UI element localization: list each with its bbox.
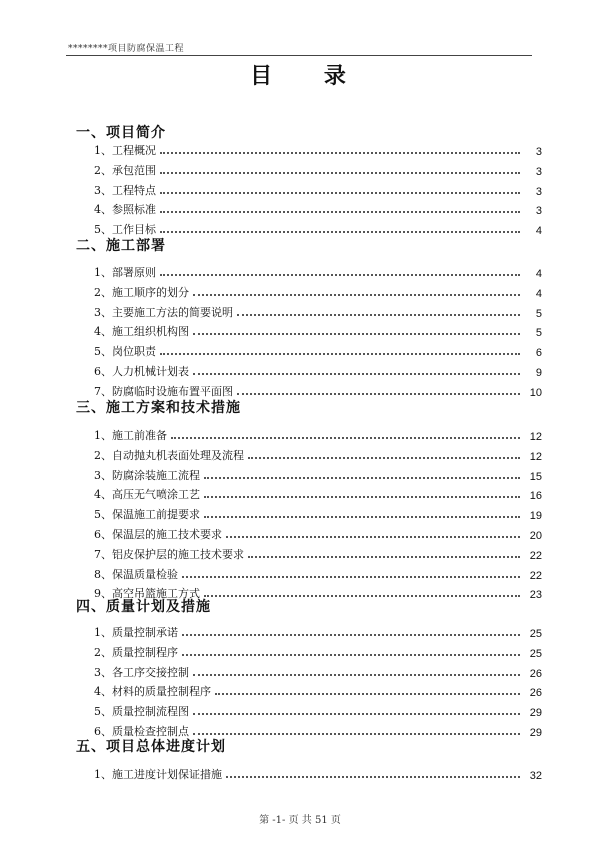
dot-leader — [215, 693, 520, 695]
dot-leader — [182, 634, 520, 636]
dot-leader — [193, 373, 520, 375]
toc-entry[interactable] — [72, 522, 542, 542]
toc-entry-page-number: 23 — [529, 589, 542, 602]
toc-entry-page-number: 10 — [529, 386, 542, 399]
toc-entry[interactable] — [72, 502, 542, 522]
toc-entry[interactable] — [72, 699, 542, 719]
page-footer: 第 -1- 页 共 51 页 — [259, 815, 341, 826]
toc-entry-label: 6、人力机械计划表 — [94, 365, 189, 378]
dot-leader — [193, 333, 520, 335]
toc-entry-page-number: 20 — [529, 530, 542, 542]
toc-entry-label: 2、承包范围 — [94, 163, 156, 177]
dot-leader — [193, 733, 520, 735]
toc-entry-page-number: 22 — [529, 549, 542, 562]
toc-entry[interactable] — [72, 158, 542, 178]
page-title: 目 录 — [250, 63, 368, 89]
toc-entry[interactable] — [72, 280, 542, 300]
toc-entry[interactable] — [72, 562, 542, 582]
toc-entry-page-number: 5 — [535, 307, 542, 320]
toc-entry-page-number: 26 — [529, 687, 542, 700]
toc-entry-page-number: 25 — [529, 647, 542, 660]
dot-leader — [237, 314, 520, 316]
toc-section-title: 三、施工方案和技术措施 — [76, 400, 241, 416]
toc-entry-page-number: 3 — [535, 205, 542, 218]
dot-leader — [160, 274, 520, 276]
toc-entry-page-number: 3 — [535, 185, 542, 198]
toc-entry-page-number: 25 — [529, 628, 542, 640]
toc-entry[interactable] — [72, 679, 542, 699]
toc-entry-page-number: 12 — [529, 431, 542, 443]
toc-entry-page-number: 9 — [535, 367, 542, 379]
toc-entry[interactable] — [72, 542, 542, 562]
toc-entry-page-number: 6 — [535, 347, 542, 360]
toc-entry-label: 8、保温质量检验 — [94, 567, 178, 581]
toc-entry-page-number: 4 — [535, 225, 542, 238]
dot-leader — [182, 576, 520, 578]
toc-entry-label: 5、保温施工前提要求 — [94, 508, 200, 522]
toc-entry-page-number: 16 — [529, 490, 542, 503]
toc-section-title: 五、项目总体进度计划 — [76, 739, 226, 755]
toc-section-title: 二、施工部署 — [76, 238, 166, 254]
toc-entry-label: 3、各工序交接控制 — [94, 665, 189, 679]
dot-leader — [160, 231, 520, 233]
toc-entry-label: 4、高压无气喷涂工艺 — [94, 488, 200, 502]
toc-entry-label: 2、施工顺序的划分 — [94, 285, 189, 299]
toc-entry-label: 2、自动抛丸机表面处理及流程 — [94, 448, 244, 462]
toc-entry-page-number: 22 — [529, 569, 542, 582]
toc-entry-label: 1、施工前准备 — [94, 429, 167, 442]
dot-leader — [204, 595, 520, 597]
dot-leader — [248, 556, 520, 558]
dot-leader — [160, 353, 520, 355]
toc-entry-label: 1、工程概况 — [94, 144, 156, 157]
dot-leader — [226, 776, 520, 778]
toc-entry-label: 1、施工进度计划保证措施 — [94, 768, 222, 781]
toc-entry[interactable] — [72, 423, 542, 443]
dot-leader — [204, 516, 520, 518]
dot-leader — [193, 674, 520, 676]
dot-leader — [204, 477, 520, 479]
toc-entry-label: 7、防腐临时设施布置平面图 — [94, 384, 233, 398]
dot-leader — [160, 192, 520, 194]
toc-entry-label: 1、质量控制承诺 — [94, 626, 178, 639]
toc-entry[interactable] — [72, 762, 542, 782]
toc-entry-label: 3、主要施工方法的简要说明 — [94, 305, 233, 319]
toc-entry-label: 5、质量控制流程图 — [94, 705, 189, 719]
toc-entry[interactable] — [72, 620, 542, 640]
page-header: ********项目防腐保温工程 — [68, 44, 185, 54]
dot-leader — [248, 457, 520, 459]
toc-entry-page-number: 29 — [529, 707, 542, 720]
toc-entry-label: 5、岗位职责 — [94, 345, 156, 359]
dot-leader — [171, 437, 520, 439]
toc-entry[interactable] — [72, 359, 542, 379]
header-rule — [66, 55, 532, 56]
toc-entry[interactable] — [72, 178, 542, 198]
toc-entry[interactable] — [72, 197, 542, 217]
toc-entry[interactable] — [72, 138, 542, 158]
toc-entry[interactable] — [72, 379, 542, 399]
toc-entry[interactable] — [72, 339, 542, 359]
toc-entry-page-number: 15 — [529, 470, 542, 483]
toc-entry[interactable] — [72, 660, 542, 680]
toc-entry-label: 6、质量检查控制点 — [94, 725, 189, 738]
toc-entry[interactable] — [72, 319, 542, 339]
dot-leader — [237, 393, 520, 395]
toc-entry-label: 9、高空吊篮施工方式 — [94, 587, 200, 601]
toc-entry-label: 1、部署原则 — [94, 266, 156, 279]
dot-leader — [160, 172, 520, 174]
toc-entry[interactable] — [72, 300, 542, 320]
dot-leader — [204, 496, 520, 498]
toc-section-title: 四、质量计划及措施 — [76, 599, 211, 615]
dot-leader — [193, 713, 520, 715]
toc-entry-page-number: 26 — [529, 667, 542, 680]
toc-entry[interactable] — [72, 482, 542, 502]
toc-section-title: 一、项目简介 — [76, 125, 166, 141]
toc-entry-label: 7、铝皮保护层的施工技术要求 — [94, 547, 244, 561]
toc-entry[interactable] — [72, 640, 542, 660]
toc-entry-page-number: 19 — [529, 510, 542, 523]
dot-leader — [226, 536, 520, 538]
toc-entry-label: 3、防腐涂装施工流程 — [94, 468, 200, 482]
toc-entry-label: 2、质量控制程序 — [94, 645, 178, 659]
toc-entry[interactable] — [72, 463, 542, 483]
toc-entry-page-number: 4 — [535, 268, 542, 280]
toc-entry-page-number: 3 — [535, 165, 542, 178]
dot-leader — [160, 211, 520, 213]
dot-leader — [182, 654, 520, 656]
toc-entry-page-number: 4 — [535, 287, 542, 300]
toc-entry[interactable] — [72, 260, 542, 280]
toc-entry[interactable] — [72, 443, 542, 463]
dot-leader — [160, 152, 520, 154]
toc-entry-label: 4、施工组织机构图 — [94, 325, 189, 339]
toc-entry-page-number: 12 — [529, 450, 542, 463]
toc-entry-label: 6、保温层的施工技术要求 — [94, 528, 222, 541]
toc-entry-label: 4、参照标准 — [94, 203, 156, 217]
toc-entry-label: 5、工作目标 — [94, 223, 156, 237]
toc-entry-page-number: 3 — [535, 146, 542, 158]
dot-leader — [193, 294, 520, 296]
toc-entry-page-number: 29 — [529, 727, 542, 739]
toc-entry-page-number: 32 — [529, 770, 542, 782]
toc-entry-label: 4、材料的质量控制程序 — [94, 685, 211, 699]
toc-entry-label: 3、工程特点 — [94, 183, 156, 197]
toc-entry-page-number: 5 — [535, 327, 542, 340]
